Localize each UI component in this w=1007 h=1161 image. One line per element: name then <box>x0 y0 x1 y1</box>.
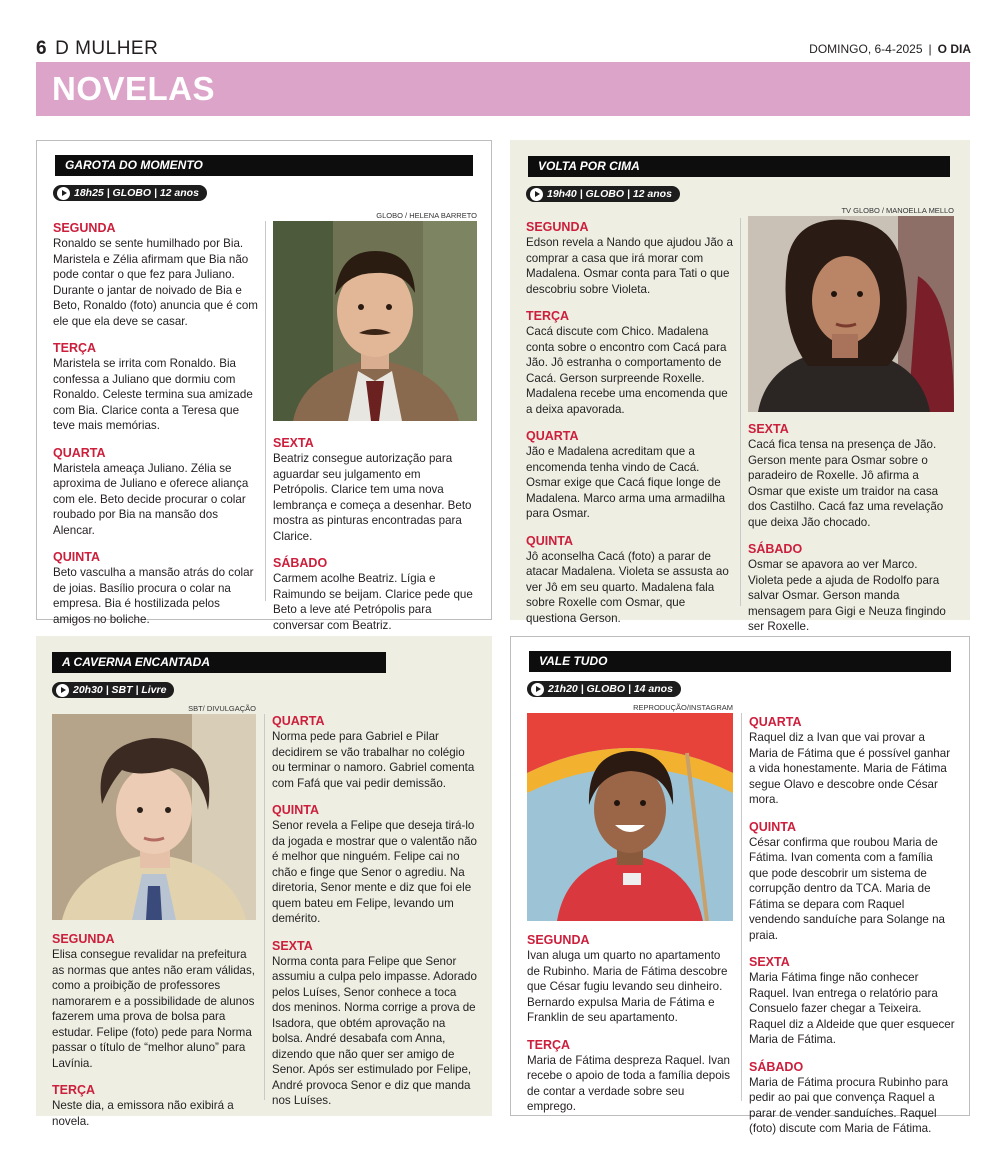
day-label: QUINTA <box>749 819 796 834</box>
synopsis-column-left <box>52 932 258 1129</box>
day-text: Edson revela a Nando que ajudou Jão a comprar a casa que irá morar com Madalena. Osmar conta para Tati o que descobriu sobre Violeta. <box>526 236 733 296</box>
schedule-badge <box>52 682 174 698</box>
day-text: Maria de Fátima procura Rubinho para pedir ao pai que convença Raquel a parar de vender sanduíches. Raquel (foto) discute com Maria de Fátima. <box>749 1075 949 1135</box>
novela-panel-vale <box>510 636 970 1135</box>
schedule-badge <box>53 185 207 201</box>
day-text: Maria de Fátima despreza Raquel. Ivan recebe o apoio de toda a família depois de contar a verdade sobre seu emprego. <box>527 1053 731 1113</box>
schedule-text: 20h30 | SBT | Livre <box>73 684 167 696</box>
day-label: SEXTA <box>273 436 314 450</box>
header-separator: | <box>928 42 932 56</box>
day-label: TERÇA <box>526 309 570 323</box>
day-label: TERÇA <box>52 1083 96 1097</box>
novela-panel-garota <box>36 140 492 632</box>
day-text: Norma conta para Felipe que Senor assumiu a culpa pelo impasse. Adorado pelos Luíses, Senor conhece a toca dos meninos. Norma corrige a prova de Isadora, que obtém aprovação na bolsa. André desabafa com Anna, dizendo que não quer ser amigo de Senor. Após ser estimulado por Felipe, André provoca Senor e diz que manda nos Luíses. <box>272 954 477 1107</box>
column-divider <box>265 221 266 601</box>
day-label: QUINTA <box>272 803 319 817</box>
portrait-image <box>273 221 477 421</box>
novela-title: GAROTA DO MOMENTO <box>55 155 473 176</box>
photo-credit: TV GLOBO / MANOELLA MELLO <box>841 206 954 215</box>
photo-ronaldo <box>273 221 477 421</box>
day-label: SEGUNDA <box>53 221 116 235</box>
column-divider <box>740 218 741 606</box>
day-label: SEGUNDA <box>526 220 589 234</box>
play-icon <box>531 683 544 696</box>
play-icon <box>530 188 543 201</box>
portrait-image <box>52 714 256 920</box>
day-text: Beto vasculha a mansão atrás do colar de joias. Basílio procura o colar na empresa. Bia é hostilizada pelos amigos no boliche. <box>53 566 254 626</box>
day-text: Cacá fica tensa na presença de Jão. Gerson mente para Osmar sobre o paradeiro de Roxelle. Jô afirma a Osmar que existe um traidor na casa dos Castilho. Cacá faz uma revelação que deixa Jão chocado. <box>748 438 944 529</box>
section-banner <box>36 62 970 116</box>
day-text: Beatriz consegue autorização para aguardar seu julgamento em Petrópolis. Clarice tem uma nova lembrança e começa a desenhar. Beto mostra as pinturas encontradas para Clarice. <box>273 452 472 543</box>
day-label: SÁBADO <box>748 542 803 556</box>
play-icon <box>57 187 70 200</box>
day-label: SÁBADO <box>273 556 328 570</box>
newspaper-name: O DIA <box>937 42 971 56</box>
novela-panel-volta <box>510 140 970 633</box>
day-label: QUARTA <box>272 714 325 728</box>
novela-title: VOLTA POR CIMA <box>528 156 950 177</box>
schedule-text: 18h25 | GLOBO | 12 anos <box>74 187 199 199</box>
day-text: Osmar se apavora ao ver Marco. Violeta pede a ajuda de Rodolfo para salvar Osmar. Gerson manda mensagem para Gigi e Neuza fingindo ser Roxelle. <box>748 558 946 633</box>
synopsis-column-right <box>748 422 954 635</box>
photo-felipe <box>52 714 256 920</box>
day-text: Maristela ameaça Juliano. Zélia se aproxima de Juliano e oferece aliança com ele. Beto decide procurar o colar roubado por Bia na mansão dos Alencar. <box>53 461 249 537</box>
photo-credit: GLOBO / HELENA BARRETO <box>376 211 477 220</box>
photo-caca <box>748 216 954 412</box>
day-text: Cacá discute com Chico. Madalena conta sobre o encontro com Cacá para Jão. Jô estranha o comportamento de Cacá. Gerson surpreende Roxelle. Madalena recebe uma encomenda que a deixa apavorada. <box>526 325 728 416</box>
day-label: SEXTA <box>749 955 790 969</box>
page-number: 6 <box>36 38 48 59</box>
day-label: QUARTA <box>526 429 579 443</box>
synopsis-column-right <box>273 436 477 633</box>
synopsis-column-left <box>53 221 259 627</box>
day-text: Jão e Madalena acreditam que a encomenda tenha vindo de Cacá. Osmar exige que Cacá fique longe de Madalena. Marco arma uma armadilha para Osmar. <box>526 445 726 520</box>
photo-raquel <box>527 713 733 921</box>
day-label: SÁBADO <box>749 1059 804 1074</box>
schedule-badge <box>526 186 680 202</box>
day-text: Jô aconselha Cacá (foto) a parar de atacar Madalena. Violeta se assusta ao ver Jô em seu quarto. Madalena fala sobre Roxelle com Osmar, que questiona Gerson. <box>526 549 729 625</box>
page-header-left <box>36 38 158 60</box>
day-text: Norma pede para Gabriel e Pilar decidirem se vão trabalhar no colégio ou terminar o namoro. Gabriel comenta com Fafá que vai pedir demissão. <box>272 730 475 790</box>
day-text: Elisa consegue revalidar na prefeitura as normas que antes não eram válidas, como a proibição de professores namorarem e a possibilidade de alunos fazerem uma prova de bolsa para estudar. Felipe (foto) pede para Norma passar o título de “melhor aluno” para Lavínia. <box>52 948 256 1070</box>
day-label: TERÇA <box>53 341 97 355</box>
column-divider <box>741 713 742 1101</box>
day-text: Ronaldo se sente humilhado por Bia. Maristela e Zélia afirmam que Bia não pode contar o que fez para Juliano. Durante o jantar de noivado de Bia e Beto, Ronaldo (foto) anuncia que é com ele que ela deve se casar. <box>53 237 258 328</box>
section-name: D MULHER <box>55 38 159 59</box>
synopsis-column-left <box>527 933 735 1115</box>
day-text: Raquel diz a Ivan que vai provar a Maria de Fátima que é possível ganhar a vida honestamente. Maria de Fátima segue Olavo e descobre onde César mora. <box>749 731 951 806</box>
day-text: Carmem acolhe Beatriz. Lígia e Raimundo se beijam. Clarice pede que Beto a leve até Petrópolis para conversar com Beatriz. <box>273 572 473 632</box>
page-header-right <box>809 42 971 56</box>
day-text: Maristela se irrita com Ronaldo. Bia confessa a Juliano que dormiu com Ronaldo. Celeste termina sua amizade com Bia. Clarice conta a Teresa que teve mais memórias. <box>53 357 253 432</box>
day-text: Maria Fátima finge não conhecer Raquel. Ivan entrega o relatório para Consuelo fazer chegar a Teixeira. Raquel diz a Aldeide que quer esquecer Maria de Fátima. <box>749 971 955 1046</box>
day-label: QUARTA <box>53 445 106 460</box>
schedule-text: 19h40 | GLOBO | 12 anos <box>547 188 672 200</box>
novela-title: VALE TUDO <box>529 651 951 672</box>
day-text: Ivan aluga um quarto no apartamento de Rubinho. Maria de Fátima descobre que César fugiu levando seu dinheiro. Bernardo expulsa Maria de Fátima e Franklin de seu apartamento. <box>527 949 728 1024</box>
edition-date: DOMINGO, 6-4-2025 <box>809 42 923 56</box>
photo-credit: REPRODUÇÃO/INSTAGRAM <box>633 703 733 712</box>
portrait-image <box>527 713 733 921</box>
schedule-text: 21h20 | GLOBO | 14 anos <box>548 683 673 695</box>
novela-panel-caverna <box>36 636 492 1128</box>
day-label: QUARTA <box>749 715 802 729</box>
play-icon <box>56 684 69 697</box>
synopsis-column-right <box>749 715 955 1137</box>
day-label: SEXTA <box>748 422 789 436</box>
day-label: TERÇA <box>527 1037 571 1052</box>
portrait-image <box>748 216 954 412</box>
novela-title: A CAVERNA ENCANTADA <box>52 652 386 673</box>
photo-credit: SBT/ DIVULGAÇÃO <box>188 704 256 713</box>
day-label: QUINTA <box>53 550 100 564</box>
day-text: Neste dia, a emissora não exibirá a novela. <box>52 1099 234 1128</box>
synopsis-column-right <box>272 714 478 1109</box>
day-label: QUINTA <box>526 533 573 548</box>
day-label: SEGUNDA <box>527 933 590 947</box>
day-label: SEXTA <box>272 938 313 953</box>
schedule-badge <box>527 681 681 697</box>
synopsis-column-left <box>526 220 734 626</box>
banner-title: NOVELAS <box>52 70 216 107</box>
day-text: Senor revela a Felipe que deseja tirá-lo da jogada e mostrar que o valentão não é melhor que ninguém. Felipe cai no chão e finge que Senor o agrediu. Na diretoria, Senor mente e diz que foi ele quem bateu em Felipe, levando um demérito. <box>272 819 477 925</box>
day-label: SEGUNDA <box>52 932 115 946</box>
column-divider <box>264 714 265 1100</box>
day-text: César confirma que roubou Maria de Fátima. Ivan comenta com a família que pode descobrir um sistema de corrupção dentro da TCA. Maria de Fátima se depara com Raquel vendendo sanduíche para Solange na praia. <box>749 835 945 942</box>
